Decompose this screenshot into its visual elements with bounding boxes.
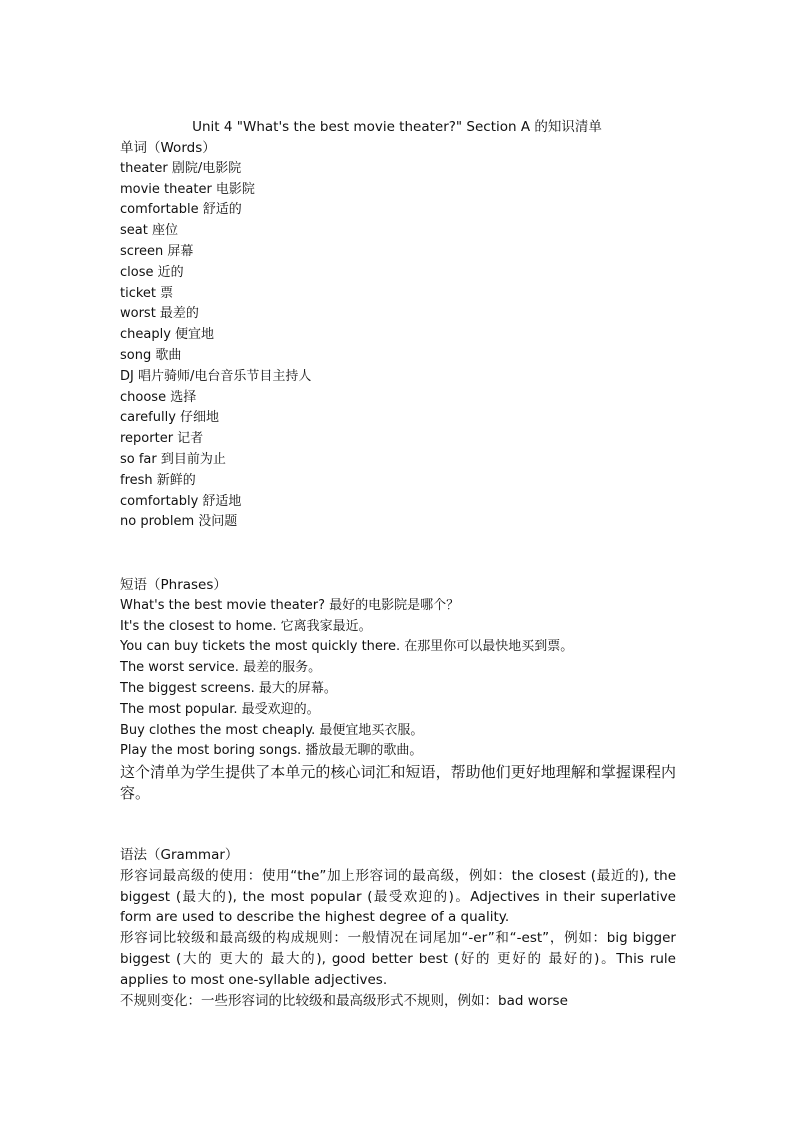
phrase-item: What's the best movie theater? 最好的电影院是哪个？ [120,597,460,613]
word-item: fresh 新鲜的 [120,472,196,488]
phrases-heading: 短语（Phrases） [120,577,227,593]
phrase-item: You can buy tickets the most quickly there. 在那里你可以最快地买到票。 [120,639,574,655]
words-heading: 单词（Words） [120,140,216,156]
document-title: Unit 4 "What's the best movie theater?" Section A 的知识清单 [192,119,602,135]
grammar-paragraph-formation: 形容词比较级和最高级的构成规则：一般情况在词尾加“-er”和“-est”，例如：big bigger biggest (大的 更大的 最大的), good better best (好的 更好的 最好的)。This rule applies to most one-syllable adjectives. [120,930,676,988]
word-item: worst 最差的 [120,306,199,322]
word-item: no problem 没问题 [120,514,238,530]
word-item: reporter 记者 [120,431,204,447]
word-item: DJ 唱片骑师/电台音乐节目主持人 [120,368,312,384]
word-item: song 歌曲 [120,347,182,363]
phrase-item: It's the closest to home. 它离我家最近。 [120,618,372,634]
word-item: seat 座位 [120,223,178,239]
summary-paragraph: 这个清单为学生提供了本单元的核心词汇和短语，帮助他们更好地理解和掌握课程内容。 [120,763,676,802]
phrase-item: The biggest screens. 最大的屏幕。 [120,680,337,696]
phrases-section [120,575,676,762]
word-item: comfortable 舒适的 [120,202,242,218]
word-item: comfortably 舒适地 [120,493,242,509]
word-item: cheaply 便宜地 [120,327,215,343]
grammar-paragraph-irregular: 不规则变化：一些形容词的比较级和最高级形式不规则，例如：bad worse [120,992,568,1009]
word-item: close 近的 [120,264,184,280]
grammar-heading: 语法（Grammar） [120,847,239,863]
phrase-item: The worst service. 最差的服务。 [120,660,322,676]
word-item: movie theater 电影院 [120,181,255,197]
word-item: so far 到目前为止 [120,451,226,467]
word-item: screen 屏幕 [120,243,194,259]
grammar-section [120,845,676,1011]
words-section [120,138,676,533]
grammar-paragraph-superlative: 形容词最高级的使用：使用“the”加上形容词的最高级，例如：the closest (最近的), the biggest (最大的), the most popular (最受欢迎的)。Adjectives in their superlative form are used to describe the highest degree of a quality. [120,867,676,926]
word-item: ticket 票 [120,285,174,301]
phrase-item: Play the most boring songs. 播放最无聊的歌曲。 [120,743,423,759]
phrase-item: Buy clothes the most cheaply. 最便宜地买衣服。 [120,722,424,738]
word-item: choose 选择 [120,389,197,405]
word-item: theater 剧院/电影院 [120,160,242,176]
phrase-item: The most popular. 最受欢迎的。 [120,701,320,717]
word-item: carefully 仔细地 [120,410,220,426]
